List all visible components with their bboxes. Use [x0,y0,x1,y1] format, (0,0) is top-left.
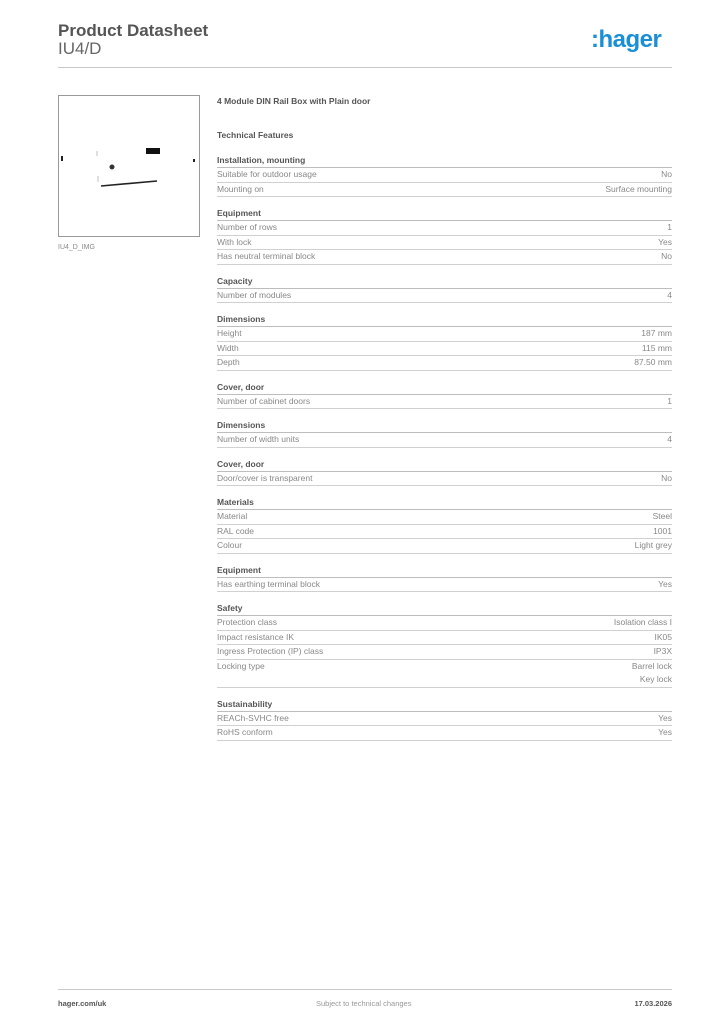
feature-section [217,698,672,741]
feature-value [658,712,672,726]
feature-row [217,631,672,646]
feature-row [217,250,672,265]
feature-label: REACh-SVHC free [217,712,289,723]
feature-row [217,578,672,593]
feature-value [661,168,672,182]
feature-value-line: 1 [667,395,672,406]
feature-row [217,289,672,304]
feature-value-line: Yes [658,727,672,737]
feature-value [654,645,672,659]
image-logo-plate [146,148,160,154]
hager-logo: :hager [591,26,662,53]
feature-section [217,419,672,448]
feature-row [217,221,672,236]
feature-section [217,602,672,688]
feature-row [217,472,672,487]
feature-row [217,327,672,342]
feature-label: Number of rows [217,222,277,232]
feature-row [217,510,672,525]
feature-label: Has earthing terminal block [217,578,320,589]
section-heading: Installation, mounting [217,154,672,168]
feature-value-line: Barrel lock [631,660,672,671]
feature-label: Mounting on [217,183,264,194]
image-caption: IU4_D_IMG [58,244,95,251]
feature-value-line: 1 [667,222,672,232]
feature-label: Protection class [217,617,277,627]
feature-label: RoHS conform [217,727,273,737]
feature-value [641,327,672,341]
feature-value [642,342,672,356]
feature-row [217,712,672,727]
feature-row [217,645,672,660]
feature-value-line: 115 mm [641,342,672,353]
feature-section [217,207,672,265]
feature-value [661,250,672,264]
feature-row [217,726,672,741]
feature-label: Width [217,342,239,353]
section-heading: Cover, door [217,458,672,472]
feature-row [217,342,672,357]
feature-value-line: Yes [658,712,672,723]
footer-date: 17.03.2026 [634,999,672,1008]
feature-value-line: 4 [667,289,672,300]
feature-value [605,183,672,197]
feature-row [217,525,672,540]
feature-value-line: Yes [658,236,672,247]
footer-divider [58,989,672,990]
section-heading: Safety [217,602,672,616]
feature-value-line: No [661,251,672,261]
feature-value-line: No [661,169,672,179]
feature-section [217,496,672,554]
product-name: 4 Module DIN Rail Box with Plain door [217,96,371,106]
feature-row [217,539,672,554]
datasheet-content [217,96,672,741]
feature-value-line: 4 [667,434,672,444]
feature-label: Locking type [217,660,265,671]
feature-value-line: 1001 [653,525,672,536]
feature-row [217,616,672,631]
feature-row [217,183,672,198]
feature-section [217,275,672,304]
feature-label: With lock [217,236,252,247]
feature-value [667,433,672,447]
feature-label: Number of modules [217,289,292,300]
feature-value [653,525,672,539]
feature-value [655,631,673,645]
product-drawing [59,96,199,236]
feature-row [217,433,672,448]
feature-value-line: Surface mounting [605,183,672,194]
feature-section [217,458,672,487]
feature-label: Number of cabinet doors [217,395,311,406]
feature-value [634,356,672,370]
feature-row [217,395,672,410]
feature-label: Suitable for outdoor usage [217,169,317,179]
footer-website[interactable]: hager.com/uk [58,999,107,1008]
feature-row [217,356,672,371]
feature-label: Colour [217,540,243,550]
feature-value [614,616,672,630]
feature-value [635,539,672,553]
feature-value-line: IK05 [654,631,672,642]
feature-value [632,660,672,687]
feature-label: Has neutral terminal block [217,251,316,261]
feature-value-line: 187 mm [641,328,672,338]
feature-value-line: Light grey [634,540,672,550]
feature-section [217,154,672,197]
feature-label: Impact resistance IK [217,631,295,642]
feature-value [653,510,672,524]
feature-label: Door/cover is transparent [217,472,313,483]
section-heading: Materials [217,496,672,510]
technical-features-heading: Technical Features [217,130,294,140]
feature-row [217,660,672,688]
section-heading: Equipment [217,207,672,221]
feature-label: Number of width units [217,434,300,444]
page-title: Product Datasheet [58,21,209,40]
feature-sections [217,154,672,741]
feature-section [217,564,672,593]
feature-row [217,168,672,183]
feature-value-line: Key lock [639,674,672,684]
feature-value-line: Isolation class I [613,617,672,627]
feature-section [217,381,672,410]
feature-value-line: No [661,472,672,483]
feature-value [667,221,672,235]
section-heading: Cover, door [217,381,672,395]
header-divider [58,67,672,68]
feature-value [667,395,672,409]
feature-value [658,726,672,740]
product-image [58,95,200,237]
feature-value [661,472,672,486]
feature-section [217,313,672,371]
feature-value-line: 87.50 mm [634,357,672,367]
feature-label: Material [217,511,248,521]
feature-value-line: IP3X [653,646,672,656]
feature-label: Depth [217,357,240,367]
feature-value [658,578,672,592]
section-heading: Sustainability [217,698,672,712]
feature-label: Ingress Protection (IP) class [217,646,324,656]
product-reference: IU4/D [58,39,102,58]
section-heading: Dimensions [217,419,672,433]
footer-notice: Subject to technical changes [316,999,412,1008]
feature-value-line: Yes [658,578,672,589]
section-heading: Dimensions [217,313,672,327]
feature-value [667,289,672,303]
feature-label: Height [217,328,242,338]
section-heading: Capacity [217,275,672,289]
feature-value-line: Steel [652,511,672,521]
feature-value [658,236,672,250]
feature-row [217,236,672,251]
feature-label: RAL code [217,525,255,536]
section-heading: Equipment [217,564,672,578]
